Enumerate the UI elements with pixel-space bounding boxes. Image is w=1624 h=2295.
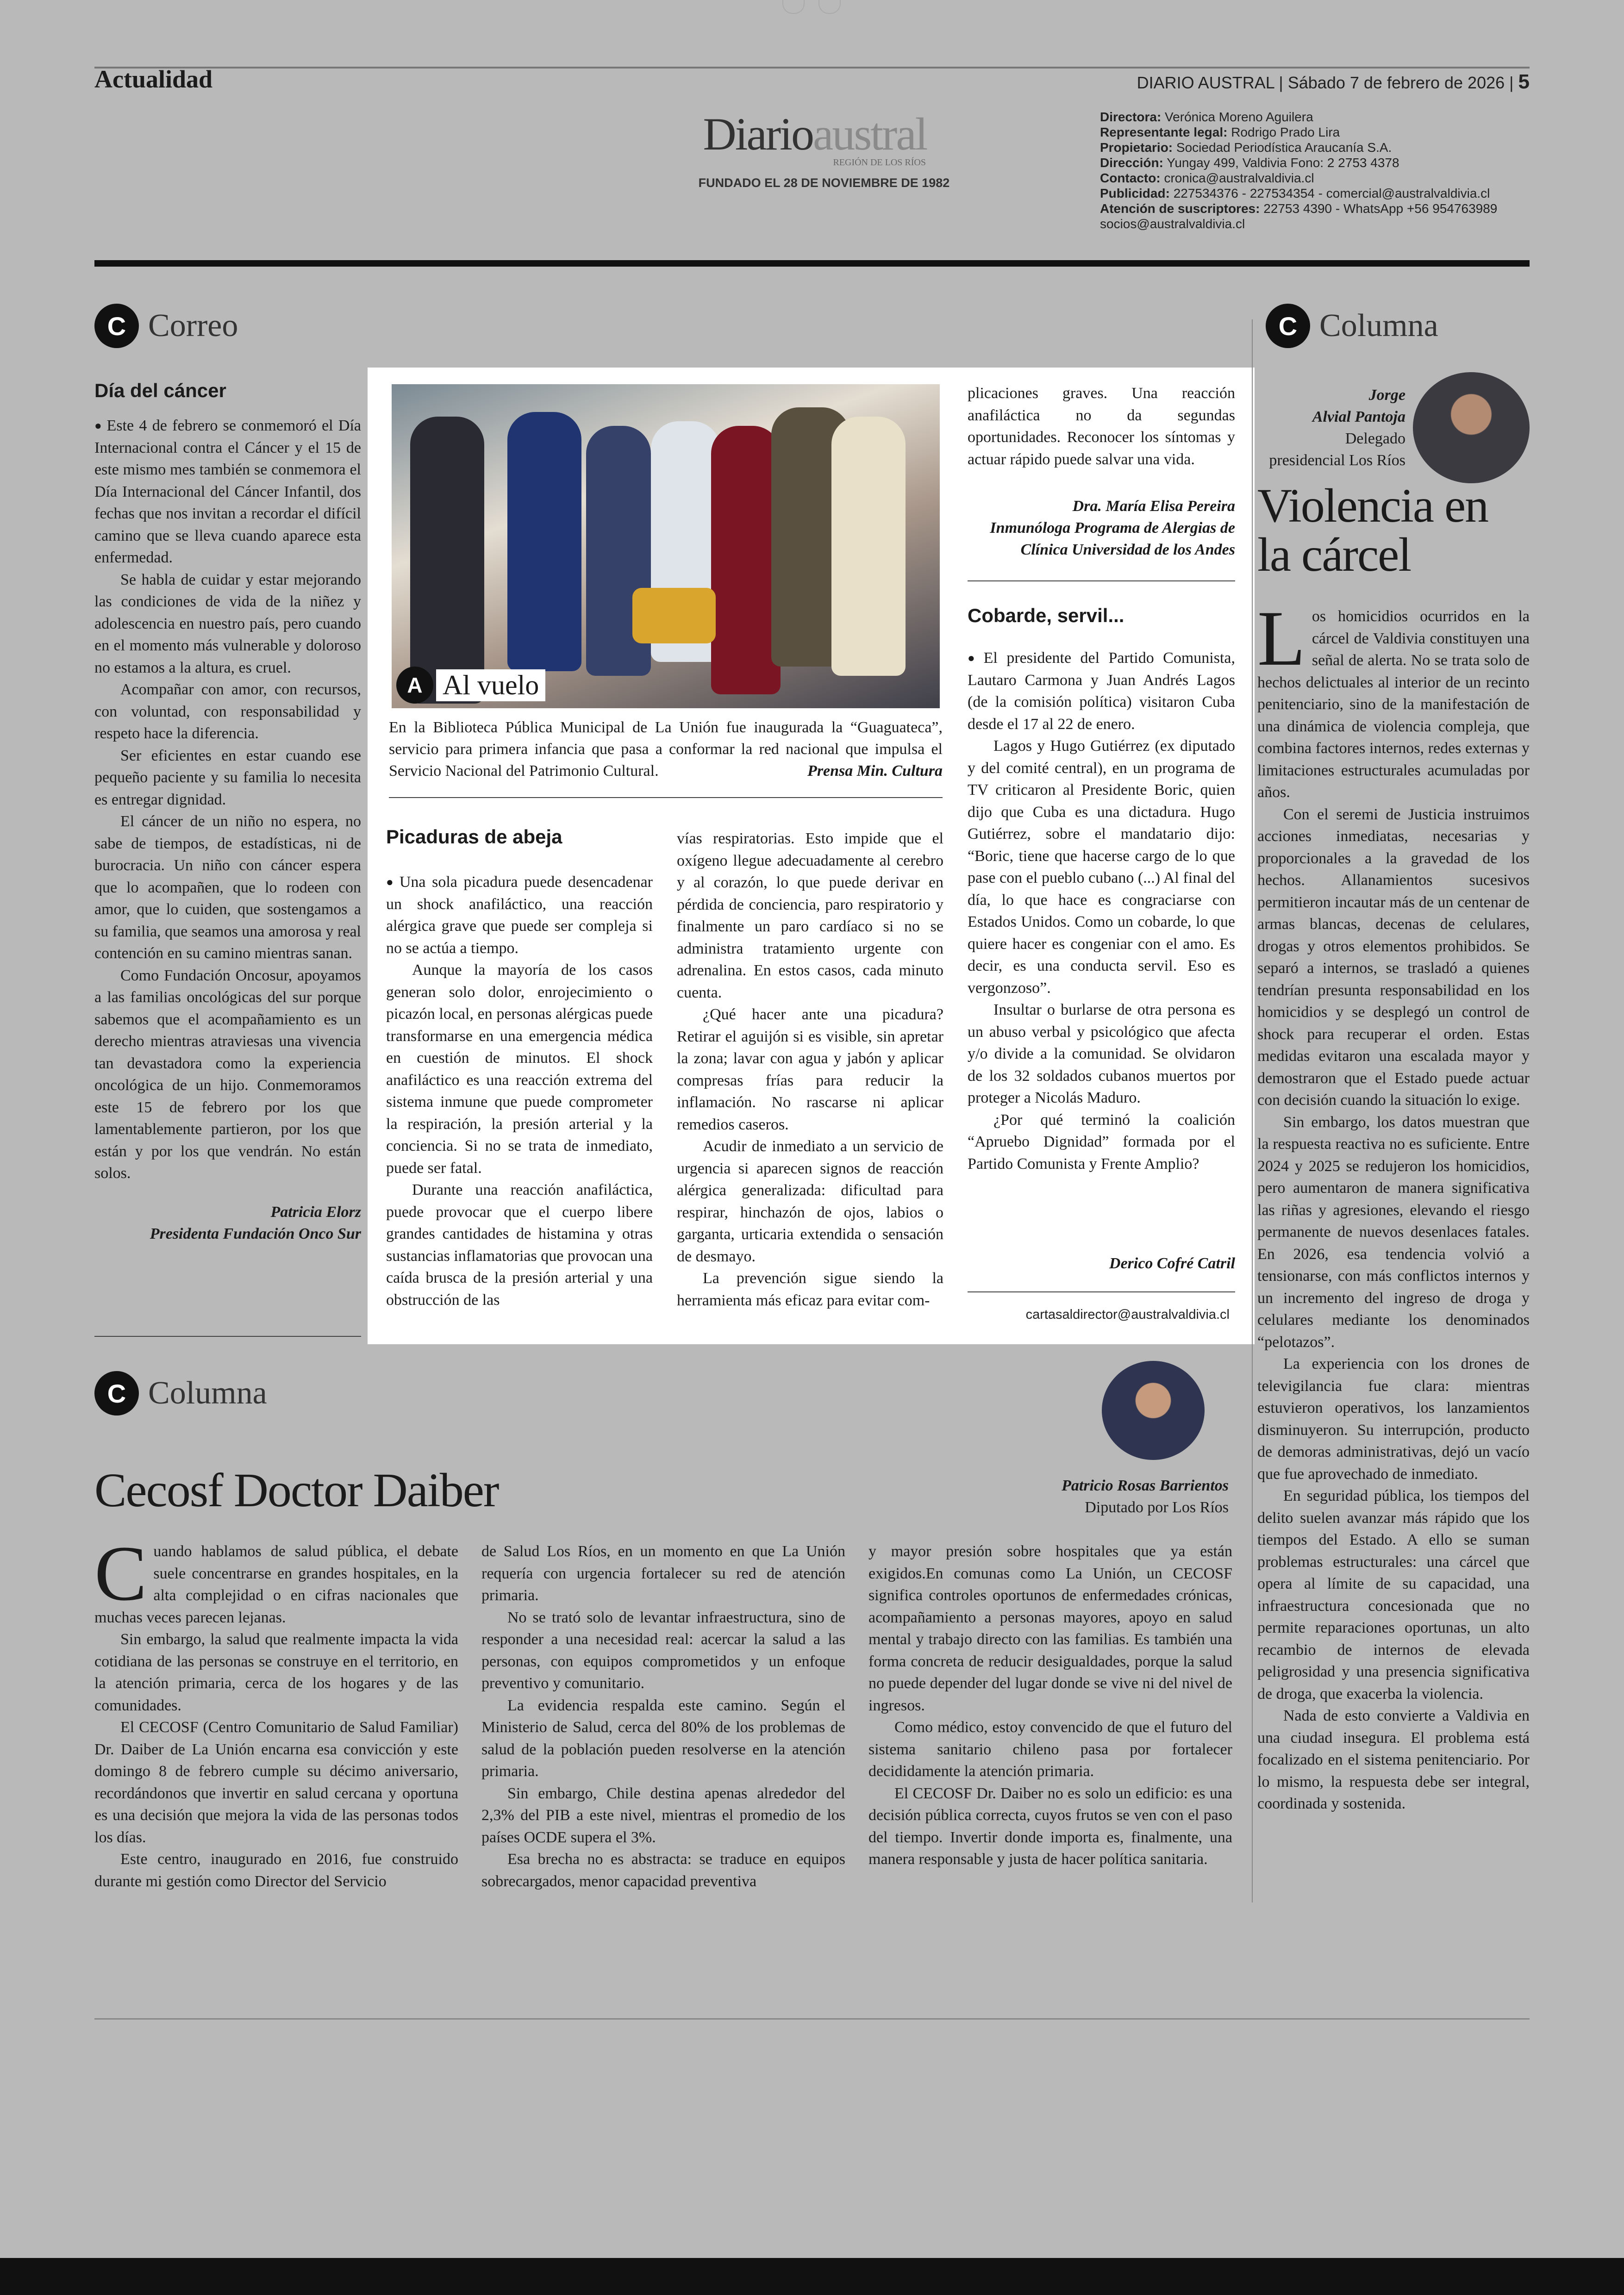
page-number: 5 bbox=[1518, 70, 1530, 93]
date-text: DIARIO AUSTRAL | Sábado 7 de febrero de 2026 | bbox=[1137, 73, 1514, 92]
column-col3: y mayor presión sobre hospitales que ya están exigidos.En comunas como La Unión, un CECOSF significa controles oportunos de enfermedades crónicas, acompañamiento a personas mayores, apoyo en salud mental y trabajo directo con las familias. Es también una forma concreta de reducir desigualdades, porque la salud no puede depender del lugar donde se vive ni del nivel de ingresos. Como médico, estoy convencido de que el futuro del sistema sanitario chileno pasa por fortalecer decididamente la atención primaria. El CECOSF Dr. Daiber no es solo un edificio: es una decisión pública correcta, cuyos frutos se ven con el paso del tiempo. Invertir donde importa es, finalmente, una manera responsable y justa de hacer política sanitaria. bbox=[868, 1543, 1232, 1868]
column-col2: de Salud Los Ríos, en un momento en que La Unión requería con urgencia fortalecer su red de atención primaria. No se trató solo de levantar infraestructura, sino de responder a una necesidad real: acercar la salud a las personas, con equipos comprometidos y un enfoque preventivo y comunitario. La evidencia respalda este camino. Según el Ministerio de Salud, cerca del 80% de los problemas de salud de la población pueden resolverse en la atención primaria. Sin embargo, Chile destina apenas alrededor del 2,3% del PIB a este nivel, mientras el promedio de los países OCDE supera el 3%. Esa brecha no es abstracta: se traduce en equipos sobrecargados, menor capacidad preventiva bbox=[481, 1543, 845, 1890]
avatar bbox=[1102, 1361, 1205, 1460]
letter-title: Día del cáncer bbox=[94, 380, 226, 401]
logo-region: REGIÓN DE LOS RÍOS bbox=[833, 157, 926, 168]
photo-caption: En la Biblioteca Pública Municipal de La Unión fue inaugurada la “Guaguateca”, servicio para primera infancia que pasa a conformar la red nacional que impulsa el Servicio Nacional del Patrimonio Cultural. Prensa Min. Cultura bbox=[389, 717, 943, 782]
letter-title: Picaduras de abeja bbox=[386, 826, 562, 848]
letter-dia-del-cancer bbox=[94, 380, 361, 1245]
credit-line: Publicidad: 227534376 - 227534354 - comercial@australvaldivia.cl bbox=[1100, 186, 1490, 200]
header-rule bbox=[94, 260, 1530, 267]
section-title: Actualidad bbox=[94, 65, 213, 93]
paper-date bbox=[1137, 70, 1530, 94]
columna-header bbox=[1266, 304, 1438, 348]
letter-author: Derico Cofré Catril bbox=[1109, 1255, 1235, 1272]
credit-line: Atención de suscriptores: 22753 4390 - WhatsApp +56 954763989 bbox=[1100, 201, 1498, 216]
correo-header bbox=[94, 304, 238, 348]
letter-picaduras-col3: plicaciones graves. Una reacción anafiláctica no da segundas oportunidades. Reconocer los síntomas y actuar rápido puede salvar una vida. bbox=[968, 385, 1235, 468]
letter-picaduras-col2: vías respiratorias. Esto impide que el oxígeno llegue adecuadamente al cerebro y al corazón, lo que puede derivar en pérdida de conciencia, paro respiratorio y finalmente un paro cardíaco si no se administra tratamiento urgente con adrenalina. En estos casos, cada minuto cuenta. ¿Qué hacer ante una picadura? Retirar el aguijón si es visible, sin apretar la zona; lavar con agua y jabón y aplicar compresas frías para reducir la inflamación. No rascarse ni aplicar remedios caseros. Acudir de inmediato a un servicio de urgencia si aparecen signos de reacción alérgica generalizada: dificultad para respirar, hinchazón de ojos, labios o garganta, urticaria extendida o sensación de desmayo. La prevención sigue siendo la herramienta más eficaz para evitar com- bbox=[677, 830, 943, 1309]
contact-email[interactable]: cartasaldirector@australvaldivia.cl bbox=[1025, 1307, 1230, 1322]
page-prev-dot[interactable] bbox=[782, 0, 805, 14]
logo-brand: austral bbox=[812, 108, 927, 160]
columnist-byline: Patricio Rosas Barrientos Diputado por Los Ríos bbox=[1062, 1477, 1229, 1516]
letter-title: Cobarde, servil... bbox=[968, 605, 1124, 626]
photo-credit: Prensa Min. Cultura bbox=[807, 762, 943, 780]
founded-line: FUNDADO EL 28 DE NOVIEMBRE DE 1982 bbox=[698, 176, 950, 190]
columnist-byline: Jorge Alvial Pantoja Delegado presidencial Los Ríos bbox=[1269, 387, 1405, 469]
letter-cobarde: ● El presidente del Partido Comunista, Lautaro Carmona y Juan Andrés Lagos (de la comisión política) visitaron Cuba desde el 17 al 22 de enero. Lagos y Hugo Gutiérrez (ex diputado y del comité central), en un programa de TV criticaron al Presidente Boric, quien dijo que Cuba es una dictadura. Hugo Gutiérrez, sobre el mandatario dijo: “Boric, tiene que hacerse cargo de lo que pase con el pueblo cubano (...) Al final del día, lo que hace es congraciarse con Estados Unidos. Como un cobarde, lo que quiere hacer es congeniar con el amo. Es decir, es una conducta servil. Eso es vergonzoso”. Insultar o burlarse de otra persona es un abuso verbal y psicológico que afecta y/o divide a la comunidad. Se olvidaron de los 32 soldados cubanos muertos por proteger a Nicolás Maduro. ¿Por qué terminó la coalición “Apruebo Dignidad” formada por el Partido Comunista y Frente Amplio? bbox=[968, 647, 1235, 1175]
credit-line: Propietario: Sociedad Periodística Araucanía S.A. bbox=[1100, 140, 1392, 155]
columna-label: Columna bbox=[1319, 308, 1438, 343]
columna-header bbox=[94, 1371, 267, 1416]
dropcap: L bbox=[1257, 595, 1305, 682]
column-title: Cecosf Doctor Daiber bbox=[94, 1464, 499, 1517]
columna-label: Columna bbox=[148, 1375, 267, 1411]
logo-main: Diario bbox=[703, 108, 813, 160]
photo-label: Al vuelo bbox=[436, 669, 545, 701]
credit-line: Contacto: cronica@australvaldivia.cl bbox=[1100, 171, 1314, 185]
column-body: Los homicidios ocurridos en la cárcel de Valdivia constituyen una señal de alerta. No se trata solo de hechos delictuales al interior de un recinto penitenciario, sino de la manifestación de una dinámica de violencia compleja, que combina factores internos, redes externas y limitaciones estructurales acumuladas por años. Con el seremi de Justicia instruimos acciones inmediatas, necesarias y proporcionales a la gravedad de los hechos. Allanamientos sucesivos permitieron incautar más de un centenar de armas blancas, decenas de celulares, drogas y otros elementos prohibidos. Se separó a internos, se trasladó a quienes tendrían presunta responsabilidad en los homicidios y se desplegó un control de shock para recuperar el orden. Estas medidas evitaron una escalada mayor y demostraron que el Estado puede actuar con decisión cuando la situación lo exige. Sin embargo, los datos muestran que la respuesta reactiva no es suficiente. Entre 2024 y 2025 se redujeron los homicidios, pero aumentaron de manera significativa las riñas y agresiones, elevando el riesgo permanente de nuevos desenlaces fatales. En 2026, esa tendencia volvió a tensionarse, con más conflictos internos y un incremento del ingreso de droga y celulares mediante los denominados “pelotazos”. La experiencia con los drones de televigilancia fue clara: mientras estuvieron operativos, los lanzamientos disminuyeron. Su interrupción, producto de demoras administrativas, dejó un vacío que fue aprovechado de inmediato. En seguridad pública, los tiempos del delito suelen avanzar más rápido que los tiempos del Estado. A ello se suman problemas estructurales: una cárcel que opera al límite de su capacidad, una infraestructura concesionada que no permite reparaciones oportunas, un alto recambio de internos de elevada peligrosidad y una presencia significativa de droga, que exacerba la violencia. Nada de esto convierte a Valdivia en una ciudad insegura. El problema está focalizado en el sistema penitenciario. Por lo mismo, la respuesta debe ser integral, coordinada y sostenida. bbox=[1257, 595, 1530, 1812]
c-badge: C bbox=[94, 304, 139, 348]
avatar bbox=[1413, 372, 1530, 483]
letter-author: Dra. María Elisa Pereira Inmunóloga Programa de Alergias de Clínica Universidad de los Andes bbox=[990, 498, 1235, 558]
event-photo bbox=[392, 384, 940, 708]
column-title: Violencia en la cárcel bbox=[1257, 479, 1488, 581]
c-badge: C bbox=[94, 1371, 139, 1416]
page-next-dot[interactable] bbox=[818, 0, 841, 14]
credit-line: Representante legal: Rodrigo Prado Lira bbox=[1100, 125, 1340, 139]
footer-rule bbox=[94, 2018, 1530, 2020]
credits-block bbox=[1100, 109, 1497, 231]
correo-label: Correo bbox=[148, 308, 238, 343]
credit-line: Directora: Verónica Moreno Aguilera bbox=[1100, 110, 1313, 124]
credit-line: Dirección: Yungay 499, Valdivia Fono: 2 2753 4378 bbox=[1100, 156, 1399, 170]
c-badge: C bbox=[1266, 304, 1310, 348]
column-col1: Cuando hablamos de salud pública, el debate suele concentrarse en grandes hospitales, en la alta complejidad o en cifras nacionales que muchas veces parecen lejanas. Sin embargo, la salud que realmente impacta la vida cotidiana de las personas se construye en el territorio, en la atención primaria, cerca de los hogares y de las comunidades. El CECOSF (Centro Comunitario de Salud Familiar) Dr. Daiber de La Unión encarna esa convicción y este domingo 8 de febrero cumple su décimo aniversario, recordándonos que invertir en salud cercana y oportuna es una decisión que mejora la vida de las personas todos los días. Este centro, inaugurado en 2016, fue construido durante mi gestión como Director del Servicio bbox=[94, 1530, 458, 1890]
credit-line: socios@australvaldivia.cl bbox=[1100, 217, 1245, 231]
dropcap: C bbox=[94, 1530, 147, 1617]
letter-body: ● Este 4 de febrero se conmemoró el Día Internacional contra el Cáncer y el 15 de este mismo mes también se conmemora el Día Internacional del Cáncer Infantil, dos fechas que nos invitan a recordar el difícil camino que se lleva cuando aparece esta enfermedad. Se habla de cuidar y estar mejorando las condiciones de vida de la niñez y adolescencia en nuestro país, pero cuando en el momento más vulnerable y doloroso no estamos a la altura, es cruel. Acompañar con amor, con recursos, con voluntad, con responsabilidad y respeto hace la diferencia. Ser eficientes en estar cuando ese pequeño paciente y su familia lo necesita es entregar dignidad. El cáncer de un niño no espera, no sabe de tiempos, de estadísticas, ni de burocracia. Un niño con cáncer espera que lo acompañen, que lo rodeen con amor, que lo cuiden, que sostengamos a su familia, que seamos una amorosa y real contención en su camino mientras sanan. Como Fundación Oncosur, apoyamos a las familias oncológicas del sur porque sabemos que el acompañamiento es un derecho mientras atraviesas una vivencia tan devastadora como la experiencia oncológica de un hijo. Conmemoramos este 15 de febrero por los que lamentablemente partieron, por los que están y por los que vendrán. No están solos. bbox=[94, 415, 361, 1185]
masthead-logo bbox=[685, 108, 944, 168]
bottom-bar bbox=[0, 2258, 1624, 2295]
letter-author: Patricia Elorz Presidenta Fundación Onco Sur bbox=[150, 1203, 361, 1242]
letter-picaduras-col1: ● Una sola picadura puede desencadenar un shock anafiláctico, una reacción alérgica grave que puede ser compleja si no se actúa a tiempo. Aunque la mayoría de los casos generan solo dolor, enrojecimiento o picazón local, en personas alérgicas puede transformarse en una emergencia médica en cuestión de minutos. El shock anafiláctico es una reacción extrema del sistema inmune que puede comprometer la respiración, la presión arterial y la conciencia. Si no se trata de inmediato, puede ser fatal. Durante una reacción anafiláctica, puede provocar que el cuerpo libere grandes cantidades de histamina y otras sustancias inflamatorias que provocan una caída brusca de la presión arterial y una obstrucción de las bbox=[386, 871, 653, 1311]
photo-badge: A Al vuelo bbox=[396, 667, 545, 704]
